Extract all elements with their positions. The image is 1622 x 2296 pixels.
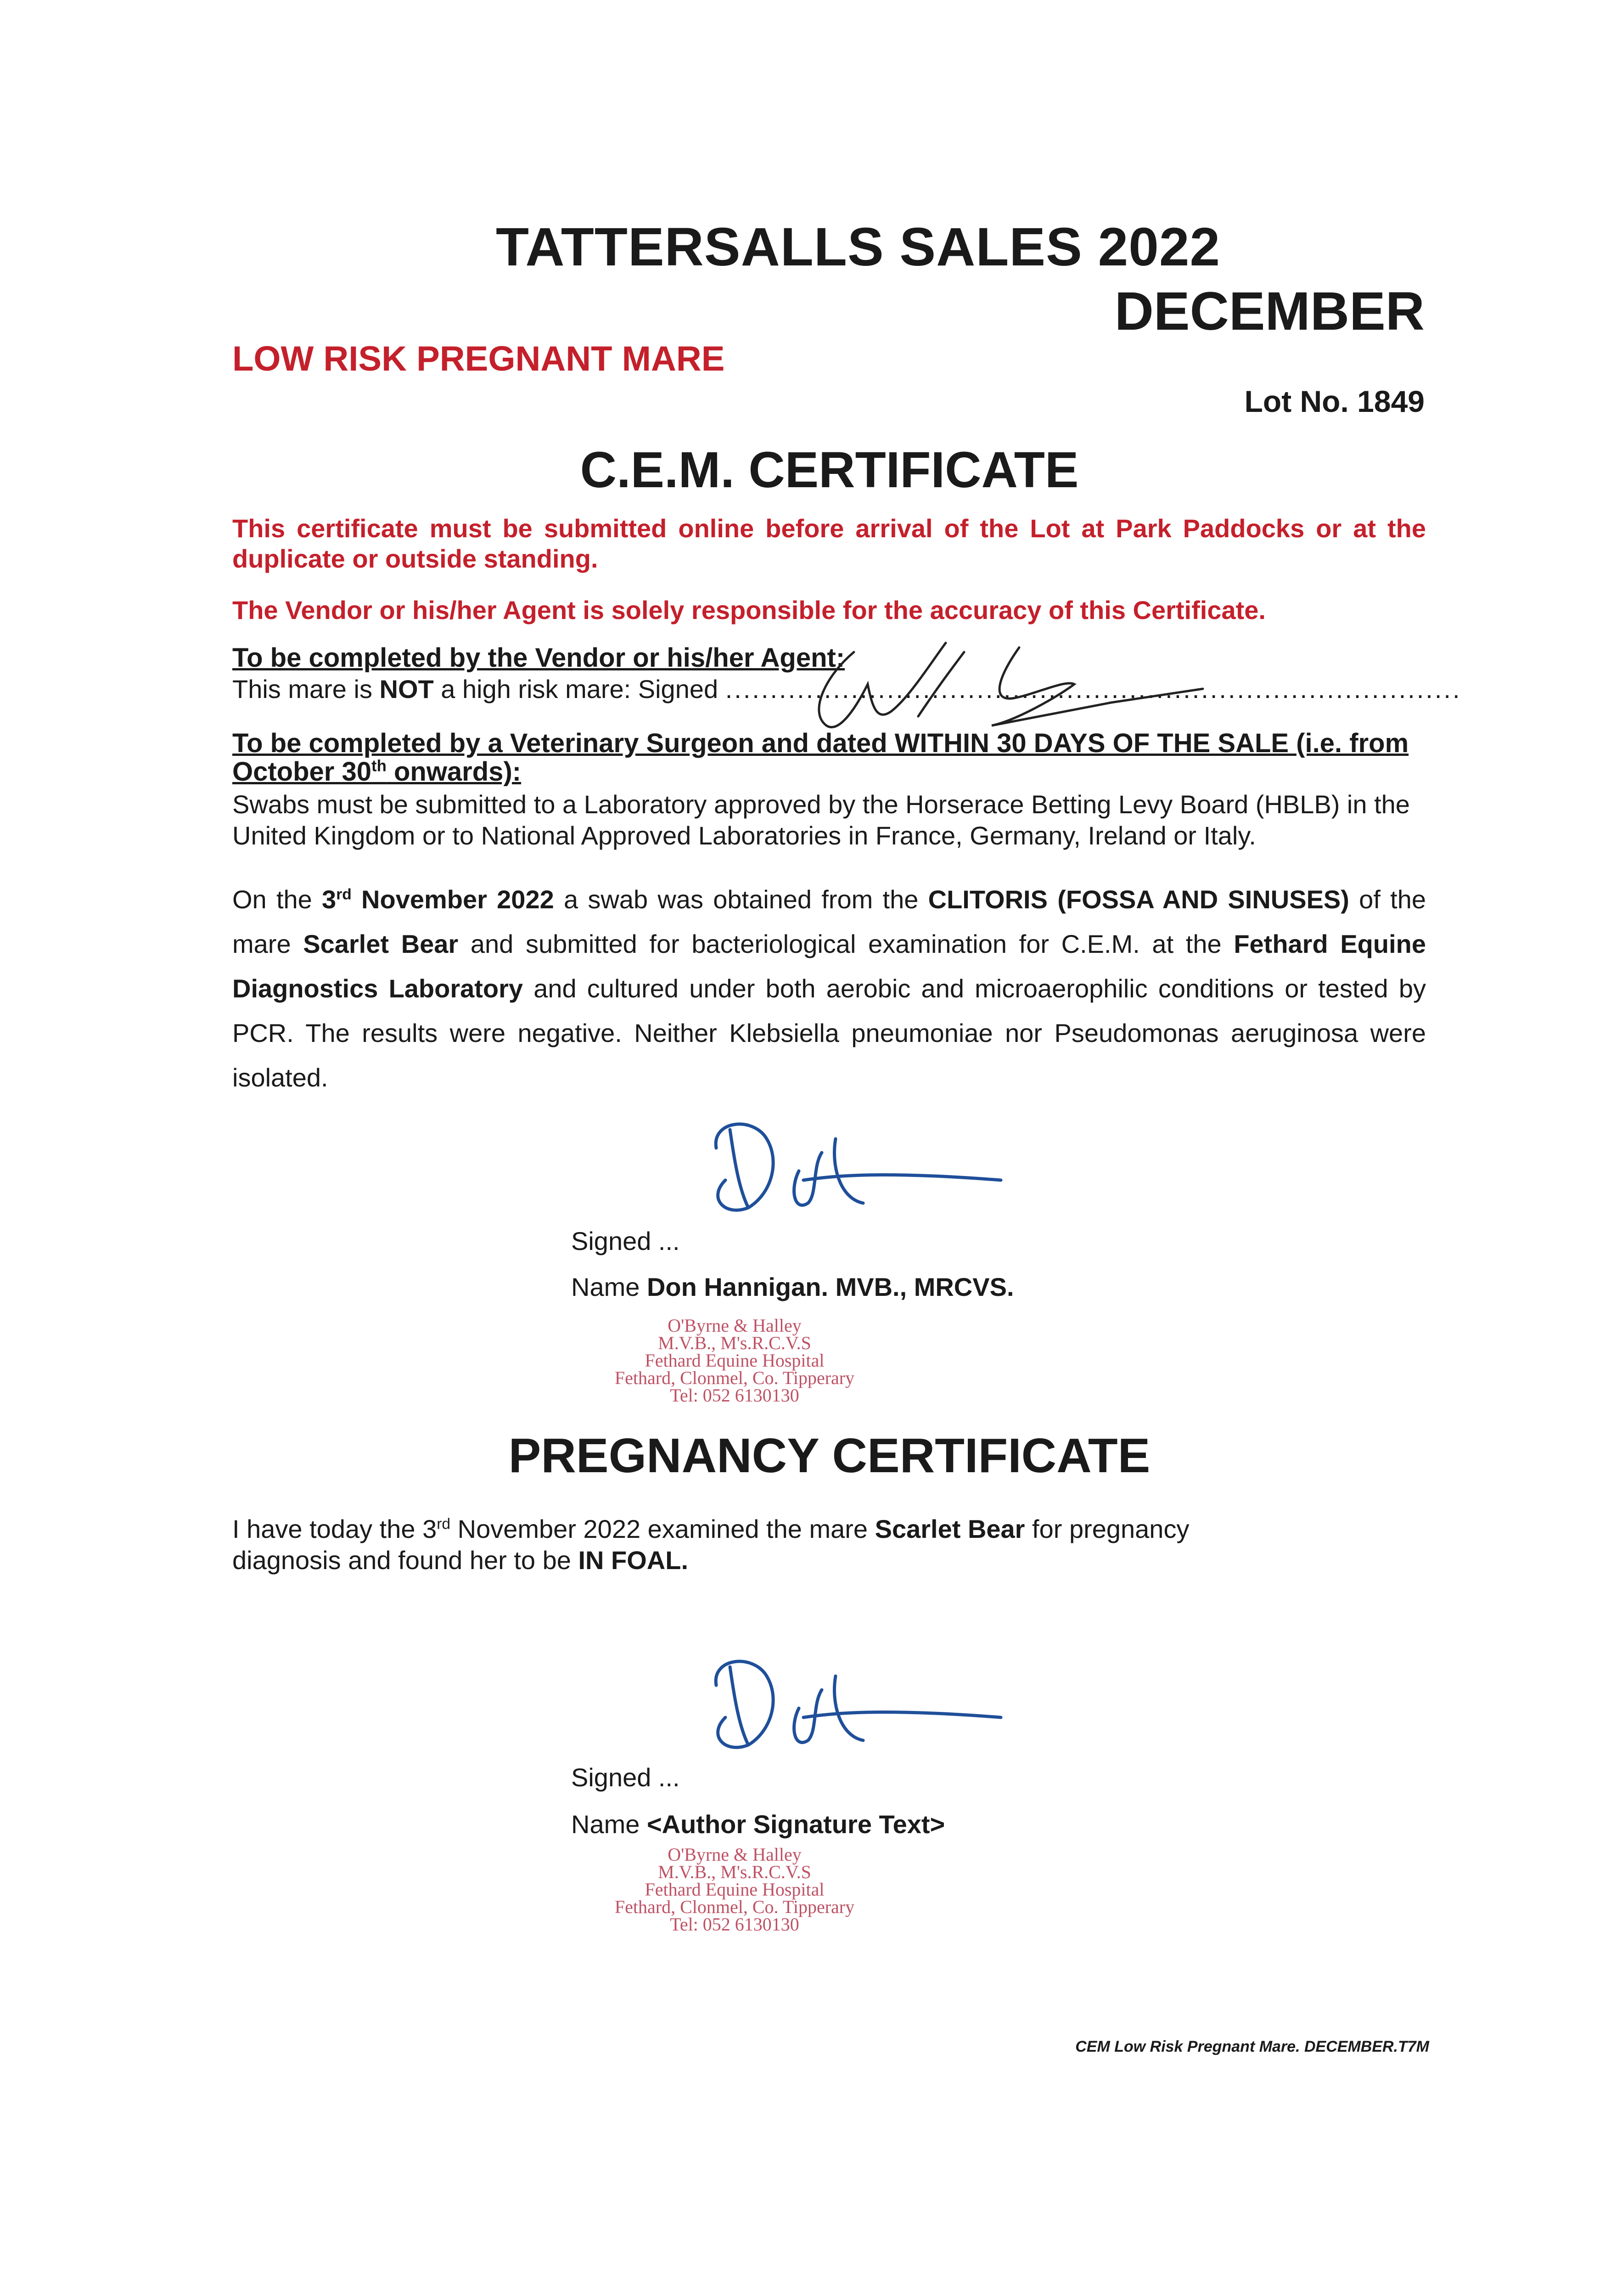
pregnancy-signed-label: Signed ... xyxy=(571,1763,680,1792)
vendor-signature-dots: .................................................................................. xyxy=(725,675,1462,703)
sale-month: DECEMBER xyxy=(1114,281,1425,342)
result-swab-site: CLITORIS (FOSSA AND SINUSES) xyxy=(928,885,1349,914)
stamp-line-1: O'Byrne & Halley xyxy=(668,1315,802,1336)
vet-heading-line1: To be completed by a Veterinary Surgeon and dated WITHIN 30 DAYS OF THE SALE (i.e. from xyxy=(232,728,1409,758)
stamp2-line-3: Fethard Equine Hospital xyxy=(645,1879,825,1900)
lot-number xyxy=(1245,384,1425,419)
preg-name-value: <Author Signature Text> xyxy=(646,1810,945,1839)
lot-value: 1849 xyxy=(1357,384,1425,418)
stamp-line-5: Tel: 052 6130130 xyxy=(670,1385,799,1406)
result-text-3: of the mare xyxy=(232,885,1426,958)
preg-mare-name: Scarlet Bear xyxy=(875,1514,1025,1543)
cem-certificate-title: C.E.M. CERTIFICATE xyxy=(580,442,1079,498)
responsibility-notice: The Vendor or his/her Agent is solely responsible for the accuracy of this Certificate. xyxy=(232,596,1266,625)
result-date-rest: November 2022 xyxy=(351,885,554,914)
cem-signed-label: Signed ... xyxy=(571,1227,680,1255)
result-lab-name: Fethard Equine Diagnostics Laboratory xyxy=(232,929,1426,1003)
result-date-sup: rd xyxy=(336,886,352,903)
result-text-1: On the xyxy=(232,885,322,914)
vet-section-heading xyxy=(232,729,1426,786)
vet-heading-date: October 30 xyxy=(232,757,371,787)
vendor-line-pre: This mare is xyxy=(232,675,380,703)
result-text-2: a swab was obtained from the xyxy=(554,885,928,914)
stamp2-line-5: Tel: 052 6130130 xyxy=(670,1914,799,1935)
vet-heading-tail: onwards): xyxy=(386,757,522,787)
preg-date-sup: rd xyxy=(437,1515,451,1533)
preg-date-day: 3 xyxy=(422,1514,437,1543)
preg-name-label: Name xyxy=(571,1810,647,1839)
stamp2-line-1: O'Byrne & Halley xyxy=(668,1844,802,1865)
preg-text-3: for pregnancy diagnosis and found her to be xyxy=(232,1514,1190,1575)
result-text-4: and submitted for bacteriological examination for C.E.M. at the xyxy=(458,929,1234,958)
result-date xyxy=(322,885,554,914)
stamp2-line-2: M.V.B., M's.R.C.V.S xyxy=(658,1862,811,1882)
stamp-line-4: Fethard, Clonmel, Co. Tipperary xyxy=(614,1367,855,1388)
practice-stamp xyxy=(569,1317,900,1404)
cem-name-label: Name xyxy=(571,1272,647,1301)
preg-text-1: I have today the xyxy=(232,1514,423,1543)
sale-title: TATTERSALLS SALES 2022 xyxy=(496,217,1221,277)
cem-vet-name xyxy=(571,1272,1014,1302)
result-mare-name: Scarlet Bear xyxy=(303,929,459,958)
vendor-line-not: NOT xyxy=(379,675,434,703)
preg-text-2: November 2022 examined the mare xyxy=(450,1514,875,1543)
vet-heading-sup: th xyxy=(371,757,387,775)
footer-reference: CEM Low Risk Pregnant Mare. DECEMBER.T7M xyxy=(1075,2038,1429,2055)
result-date-day: 3 xyxy=(322,885,337,914)
pregnancy-vet-name xyxy=(571,1809,945,1839)
vendor-line-post: a high risk mare: Signed xyxy=(433,675,725,703)
cem-name-value: Don Hannigan. MVB., MRCVS. xyxy=(646,1272,1014,1301)
stamp2-line-4: Fethard, Clonmel, Co. Tipperary xyxy=(614,1896,855,1917)
stamp-line-2: M.V.B., M's.R.C.V.S xyxy=(658,1333,811,1353)
swab-result-paragraph xyxy=(232,877,1426,1100)
risk-category: LOW RISK PREGNANT MARE xyxy=(232,339,725,378)
vet-signature-cem xyxy=(698,1111,1010,1240)
lot-label: Lot No. xyxy=(1244,384,1349,418)
vet-heading-line2 xyxy=(232,758,1426,786)
result-text-5: and cultured under both aerobic and microaerophilic conditions or tested by PCR. The results were negative. Neither Klebsiella pneumoniae nor Pseudomonas aeruginosa were isolated. xyxy=(232,974,1426,1092)
vet-signature-pregnancy xyxy=(698,1649,1010,1777)
practice-stamp-2 xyxy=(569,1846,900,1933)
vendor-section-heading: To be completed by the Vendor or his/her Agent: xyxy=(232,643,845,673)
stamp-line-3: Fethard Equine Hospital xyxy=(645,1350,825,1371)
preg-status: IN FOAL. xyxy=(578,1546,688,1575)
submission-notice: This certificate must be submitted online before arrival of the Lot at Park Paddocks or at the duplicate or outside standing. xyxy=(232,514,1426,573)
pregnancy-certificate-title: PREGNANCY CERTIFICATE xyxy=(508,1429,1151,1483)
swab-instructions: Swabs must be submitted to a Laboratory approved by the Horserace Betting Levy Board (HBLB) in the United Kingdom or to National Approved Laboratories in France, Germany, Ireland or Italy. xyxy=(232,790,1410,850)
pregnancy-paragraph xyxy=(232,1514,1242,1576)
vendor-signature xyxy=(799,634,1212,744)
